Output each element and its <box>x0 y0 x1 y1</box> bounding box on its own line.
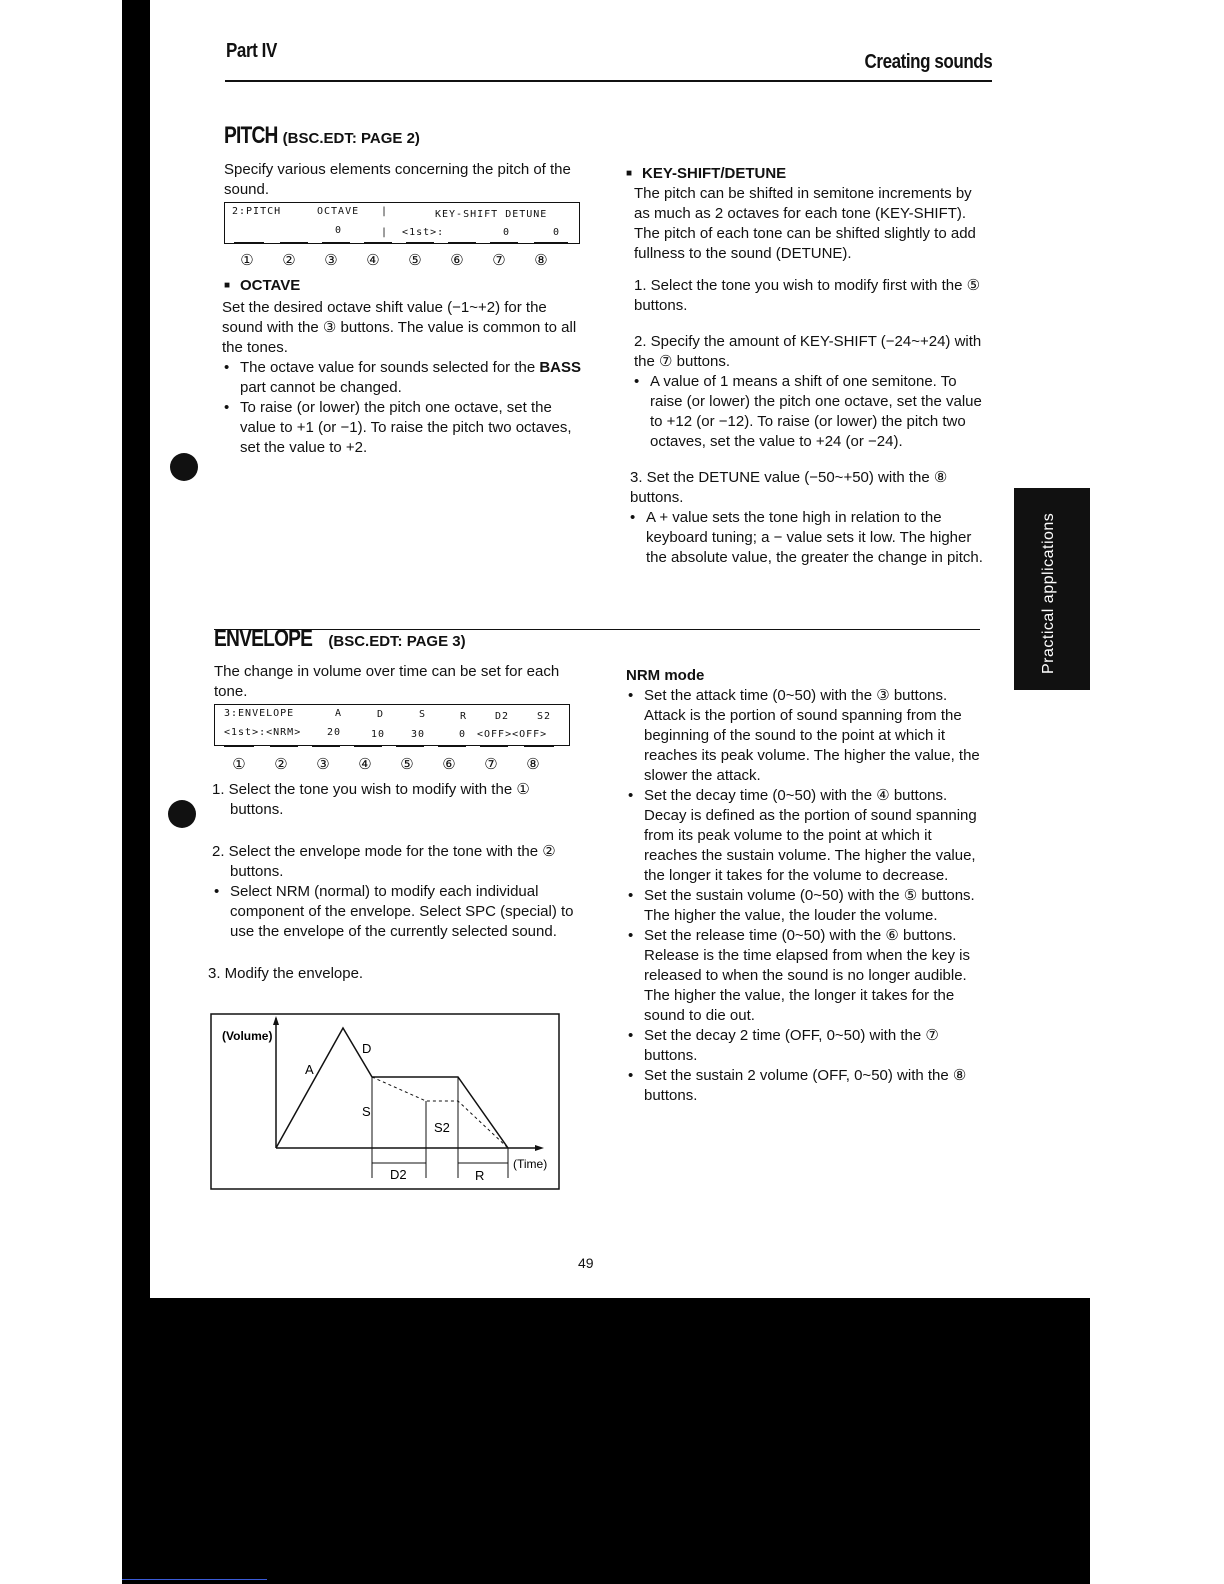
dash <box>406 242 434 243</box>
button-number: ⑥ <box>450 252 464 269</box>
envelope-step-1: 1. Select the tone you wish to modify with the ① buttons. <box>212 781 530 818</box>
envelope-curve <box>276 1028 508 1148</box>
header-rule <box>225 80 992 82</box>
envelope-step-2-note: • Select NRM (normal) to modify each individual component of the envelope. Select SPC (special) to use the envelope of the currently selected sound. <box>212 882 576 942</box>
octave-heading-text: OCTAVE <box>240 277 301 294</box>
r-label: R <box>475 1168 485 1183</box>
lcd-text: D <box>377 709 385 720</box>
octave-bullet-2: • To raise (or lower) the pitch one octave, set the value to +1 (or −1). To raise the pitch two octaves, set the value to +2. <box>222 398 582 458</box>
nrm-item-sustain: • Set the sustain volume (0~50) with the ⑤ buttons. The higher the value, the louder the volume. <box>626 886 982 926</box>
dash <box>364 242 392 243</box>
keyshift-heading-text: KEY-SHIFT/DETUNE <box>642 165 787 182</box>
nrm-item-sustain2: • Set the sustain 2 volume (OFF, 0~50) with the ⑧ buttons. <box>626 1066 982 1106</box>
lcd-text: 0 <box>503 227 511 238</box>
side-tab <box>1014 488 1090 690</box>
volume-arrow <box>273 1016 279 1025</box>
lcd-text: 20 <box>327 727 342 738</box>
text: part cannot be changed. <box>240 379 402 396</box>
time-label: (Time) <box>513 1157 548 1171</box>
punch-hole <box>170 453 198 481</box>
text: The octave value for sounds selected for the <box>240 359 540 376</box>
nrm-heading: NRM mode <box>626 667 705 684</box>
nrm-block <box>624 666 982 1106</box>
lcd-text: <OFF><OFF> <box>477 729 548 740</box>
envelope-title-main: ENVELOPE <box>214 625 313 652</box>
dash <box>534 242 568 243</box>
button-number: ③ <box>324 252 338 269</box>
button-number: ② <box>282 252 296 269</box>
keyshift-block <box>624 164 990 568</box>
envelope-intro: The change in volume over time can be set for each tone. <box>214 663 560 700</box>
button-number: ④ <box>358 756 372 773</box>
nrm-item-attack: • Set the attack time (0~50) with the ③ buttons. Attack is the portion of sound spanning from the beginning of the sound to the point at which it reaches its peak volume. The higher the value, the slower the attack. <box>626 686 982 786</box>
button-number: ① <box>240 252 254 269</box>
envelope-title <box>214 625 466 653</box>
octave-bullet-1 <box>222 358 582 398</box>
bass-emphasis: BASS <box>539 359 582 376</box>
nrm-item-decay2: • Set the decay 2 time (OFF, 0~50) with the ⑦ buttons. <box>626 1026 982 1066</box>
lcd-text: 0 <box>553 227 561 238</box>
button-number: ⑤ <box>400 756 414 773</box>
dash <box>224 746 254 747</box>
keyshift-step-3: 3. Set the DETUNE value (−50~+50) with the ⑧ buttons. <box>630 469 948 506</box>
dash <box>312 746 340 747</box>
header-section: Creating sounds <box>864 51 992 73</box>
keyshift-step-2: 2. Specify the amount of KEY-SHIFT (−24~+24) with the ⑦ buttons. <box>634 333 982 370</box>
lcd-text: 2:PITCH <box>232 206 282 217</box>
button-number: ⑦ <box>492 252 506 269</box>
keyshift-step-2-note: • A value of 1 means a shift of one semitone. To raise (or lower) the pitch one octave, set the value to +12 (or −12). To raise (or lower) the pitch two octaves, set the value to +24 (or −24). <box>632 372 990 452</box>
time-arrow <box>535 1145 544 1151</box>
nrm-item-release: • Set the release time (0~50) with the ⑥ buttons. Release is the time elapsed from when the key is released to when the sound is no longer audible. The higher the value, the longer it takes for the sound to die out. <box>626 926 982 1026</box>
octave-block <box>222 276 582 458</box>
lcd-text: A <box>335 708 343 719</box>
button-number: ⑧ <box>526 756 540 773</box>
side-tab-label: Practical applications <box>1040 512 1057 674</box>
pitch-title <box>224 122 420 150</box>
nrm-item-decay: • Set the decay time (0~50) with the ④ buttons. Decay is defined as the portion of sound spanning from its peak volume to the point at which it reaches the sustain volume. The higher the value, the longer it takes for the volume to decrease. <box>626 786 982 886</box>
envelope-step-3: 3. Modify the envelope. <box>208 965 364 982</box>
keyshift-step-1: 1. Select the tone you wish to modify first with the ⑤ buttons. <box>634 277 981 314</box>
lcd-text: S <box>419 709 427 720</box>
button-number: ⑦ <box>484 756 498 773</box>
lcd-text: S2 <box>537 711 552 722</box>
dash <box>490 242 518 243</box>
lcd-text: 10 <box>371 729 386 740</box>
keyshift-heading <box>624 164 990 184</box>
lcd-text: | <box>381 206 389 217</box>
lcd-text: 3:ENVELOPE <box>224 708 295 719</box>
dash <box>480 746 508 747</box>
pitch-title-main: PITCH <box>224 122 278 149</box>
viewer-edge-line <box>122 1579 267 1580</box>
dash <box>396 746 424 747</box>
button-number: ③ <box>316 756 330 773</box>
page-number: 49 <box>578 1255 594 1271</box>
dash <box>270 746 298 747</box>
pitch-title-sub: (BSC.EDT: PAGE 2) <box>282 130 420 147</box>
lcd-text: <1st>:<NRM> <box>224 727 302 738</box>
button-number: ⑤ <box>408 252 422 269</box>
envelope-button-numbers <box>218 755 578 774</box>
s2-label: S2 <box>434 1120 450 1135</box>
d-label: D <box>362 1041 372 1056</box>
envelope-title-sub: (BSC.EDT: PAGE 3) <box>328 633 466 650</box>
octave-text: Set the desired octave shift value (−1~+2) for the sound with the ③ buttons. The value is common to all the tones. <box>222 299 577 356</box>
lcd-text: 0 <box>459 729 467 740</box>
lcd-text: | <1st>: <box>381 227 445 238</box>
lcd-text: 30 <box>411 729 426 740</box>
pitch-button-numbers <box>226 251 586 270</box>
button-number: ④ <box>366 252 380 269</box>
envelope-lcd <box>214 704 570 746</box>
d2-label: D2 <box>390 1167 407 1182</box>
button-number: ⑧ <box>534 252 548 269</box>
a-label: A <box>305 1062 314 1077</box>
envelope-diagram <box>210 1013 560 1190</box>
dash <box>234 242 264 243</box>
s-label: S <box>362 1104 371 1119</box>
lcd-text: KEY-SHIFT DETUNE <box>435 209 548 220</box>
dash <box>438 746 466 747</box>
dash <box>448 242 476 243</box>
keyshift-text: The pitch can be shifted in semitone increments by as much as 2 octaves for each tone (KEY-SHIFT). The pitch of each tone can be shifted slightly to add fullness to the sound (DETUNE). <box>634 185 976 262</box>
button-number: ② <box>274 756 288 773</box>
envelope-step-2: 2. Select the envelope mode for the tone with the ② buttons. <box>212 843 556 880</box>
header-part: Part IV <box>226 40 277 62</box>
volume-label: (Volume) <box>222 1029 273 1043</box>
button-number: ⑥ <box>442 756 456 773</box>
pitch-intro: Specify various elements concerning the pitch of the sound. <box>224 161 571 198</box>
keyshift-step-3-note: • A + value sets the tone high in relation to the keyboard tuning; a − value sets it low. The higher the absolute value, the greater the change in pitch. <box>628 508 990 568</box>
lcd-text: R <box>460 711 468 722</box>
envelope-s2-curve <box>372 1077 508 1148</box>
dash <box>322 242 350 243</box>
pitch-lcd <box>224 202 580 244</box>
punch-hole <box>168 800 196 828</box>
lcd-text: 0 <box>335 225 343 236</box>
dash <box>524 746 554 747</box>
octave-heading <box>222 276 582 296</box>
lcd-text: D2 <box>495 711 510 722</box>
button-number: ① <box>232 756 246 773</box>
dash <box>280 242 308 243</box>
envelope-steps <box>208 780 576 984</box>
lcd-text: OCTAVE <box>317 206 360 217</box>
dash <box>354 746 382 747</box>
